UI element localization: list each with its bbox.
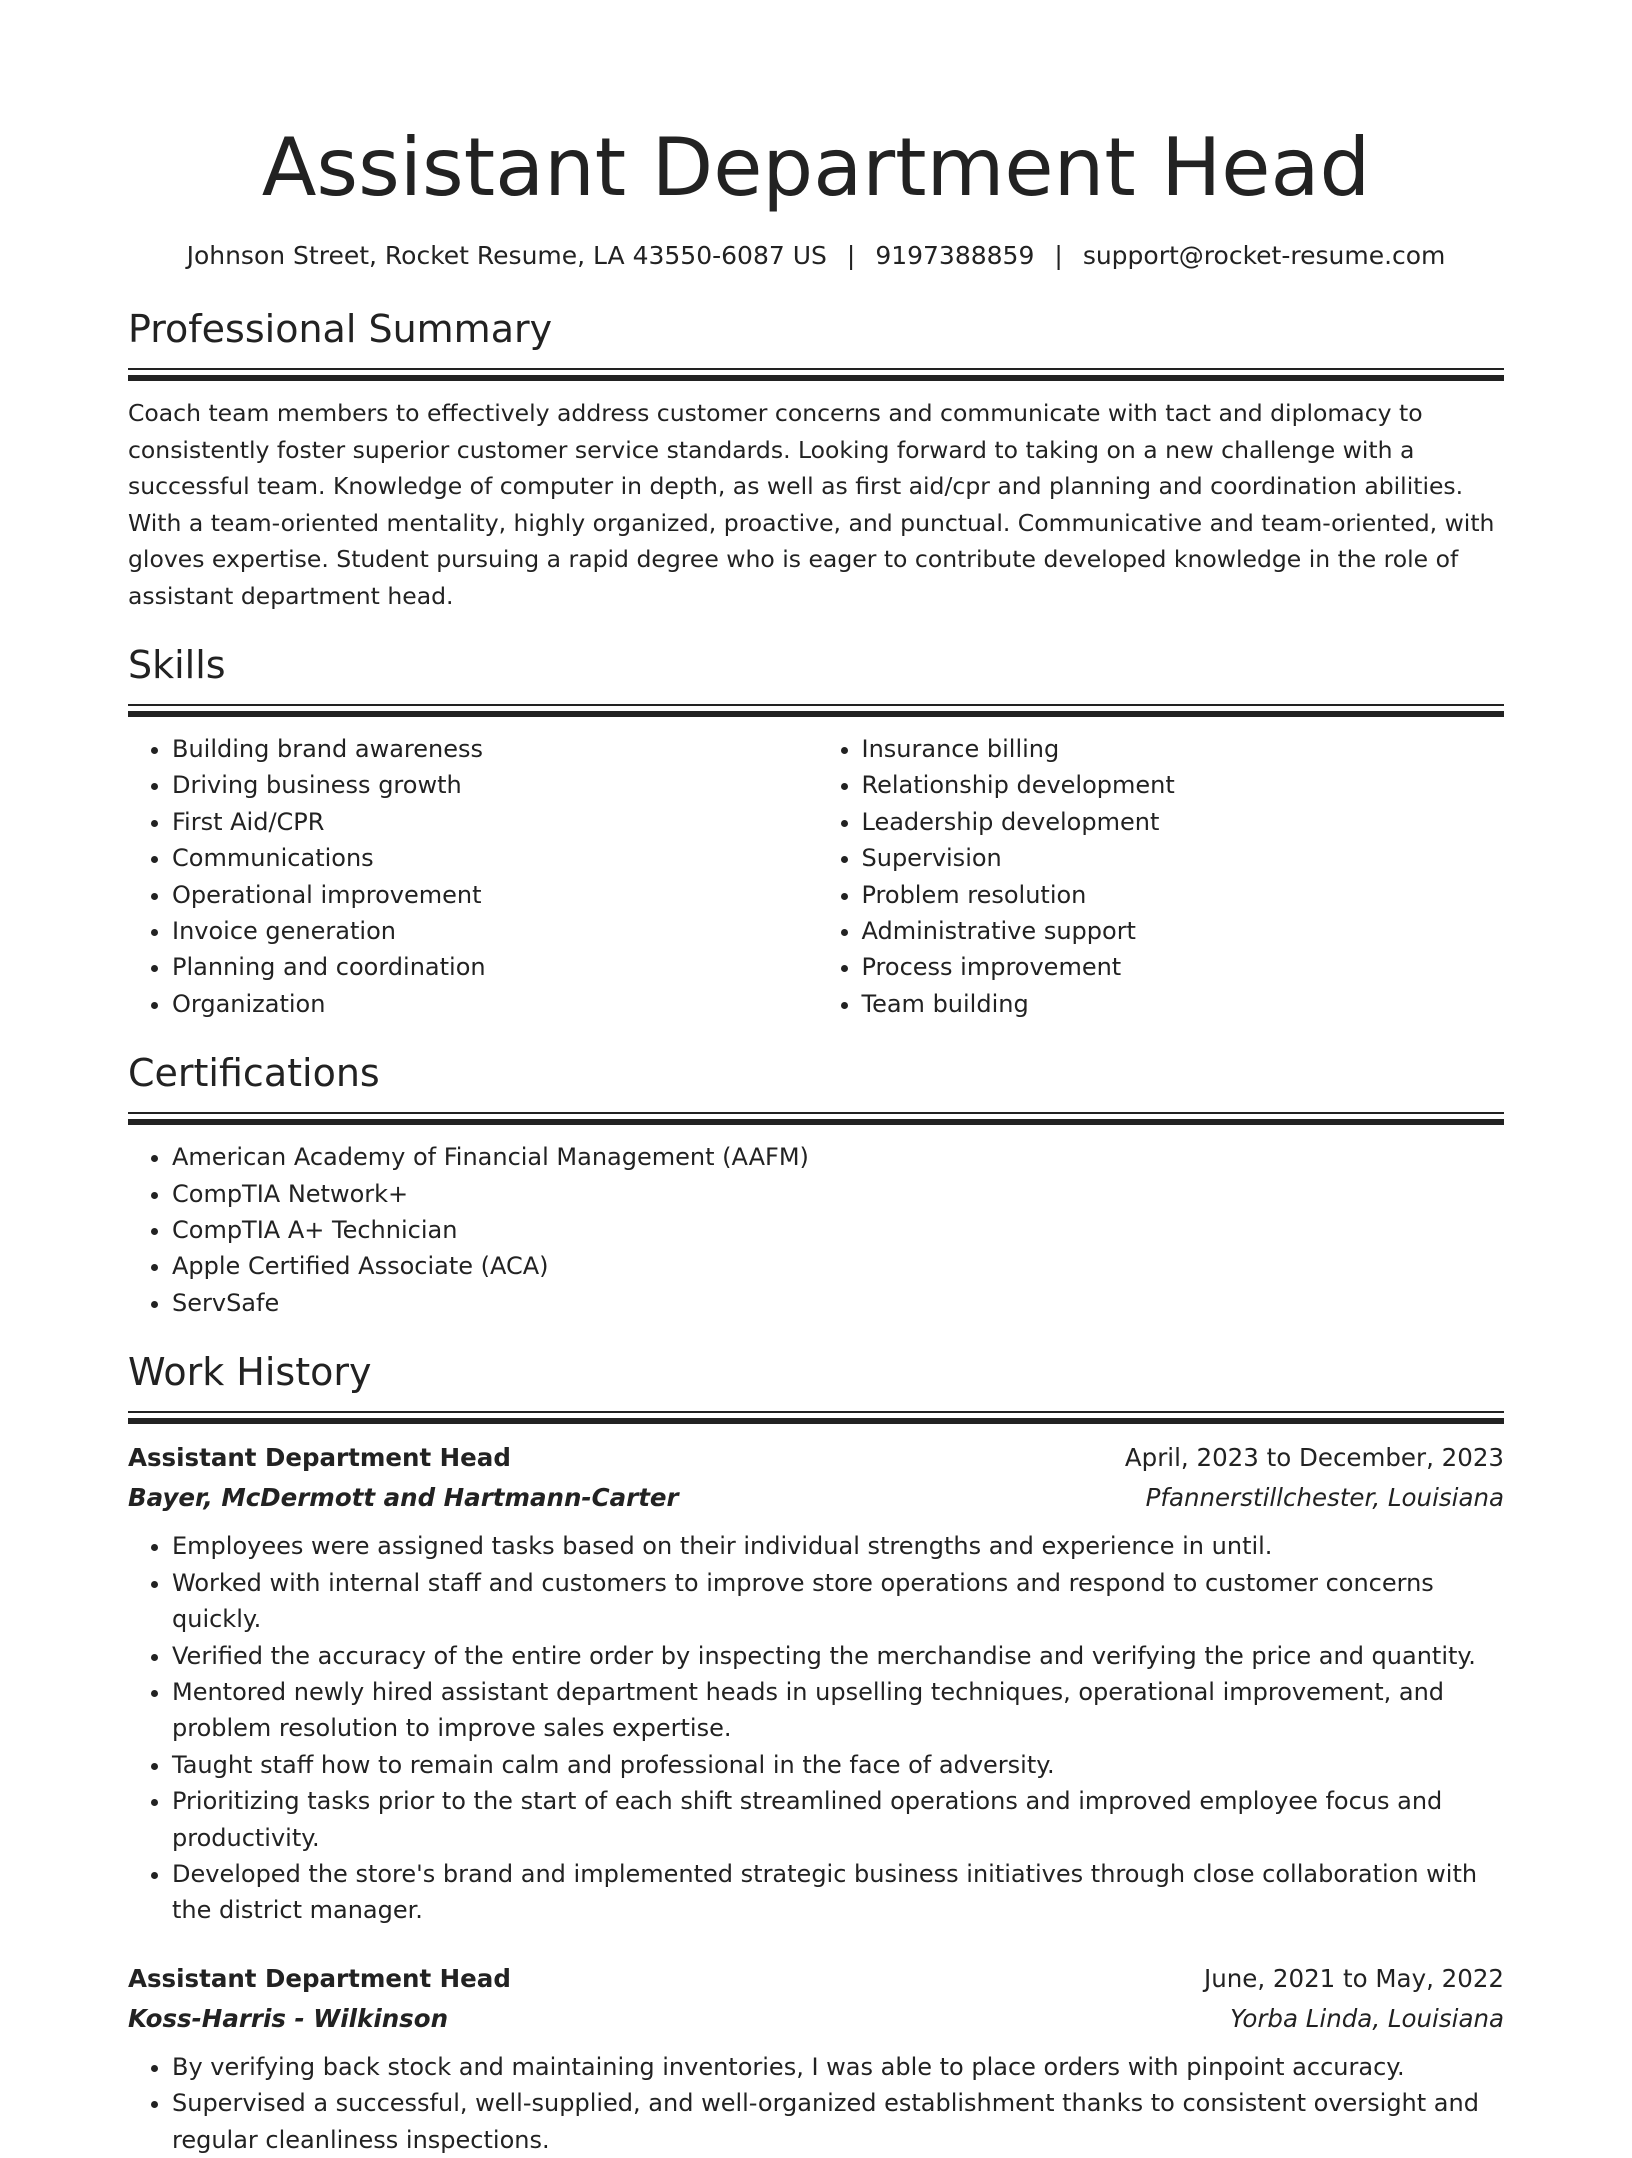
job-subheader <box>128 1999 1504 2039</box>
skill-item: • Building brand awareness <box>172 731 815 767</box>
contact-separator: | <box>1054 241 1063 270</box>
job-subheader <box>128 1478 1504 1518</box>
section-title-certifications: Certifications <box>128 1051 380 1096</box>
skills-list-left <box>128 731 815 1022</box>
section-divider <box>128 368 1504 381</box>
skill-item: • Planning and coordination <box>172 949 815 985</box>
skill-item: • Problem resolution <box>862 877 1505 913</box>
job-company: Bayer, McDermott and Hartmann-Carter <box>128 1483 679 1513</box>
job-company: Koss-Harris - Wilkinson <box>128 2003 449 2033</box>
job-bullet: • Developed the store's brand and implemented strategic business initiatives through close collaboration with the district manager. <box>172 1856 1504 1929</box>
job-bullet: • Supervised a successful, well-supplied, and well-organized establishment thanks to consistent oversight and regular cleanliness inspections. <box>172 2085 1504 2158</box>
job-bullet-list <box>128 1528 1504 1928</box>
skill-item: • First Aid/CPR <box>172 804 815 840</box>
section-divider <box>128 704 1504 717</box>
job-bullet-list <box>128 2049 1504 2158</box>
summary-text: Coach team members to effectively address customer concerns and communicate with tact and diplomacy to consistently foster superior customer service standards. Looking forward to taking on a new challenge with a successful team. Knowledge of computer in depth, as well as first aid/cpr and planning and coordination abilities. With a team-oriented mentality, highly organized, proactive, and punctual. Communicative and team-oriented, with gloves expertise. Student pursuing a rapid degree who is eager to contribute developed knowledge in the role of assistant department head. <box>128 399 1495 610</box>
job-bullet: • Taught staff how to remain calm and professional in the face of adversity. <box>172 1747 1504 1783</box>
skill-item: • Insurance billing <box>862 731 1505 767</box>
skill-item: • Team building <box>862 986 1505 1022</box>
job-header <box>128 1959 1504 1999</box>
skill-item: • Invoice generation <box>172 913 815 949</box>
contact-email: support@rocket-resume.com <box>1082 241 1446 270</box>
contact-phone: 9197388859 <box>875 241 1035 270</box>
job-bullet: • Worked with internal staff and customers to improve store operations and respond to customer concerns quickly. <box>172 1565 1504 1638</box>
job-bullet: • Mentored newly hired assistant department heads in upselling techniques, operational improvement, and problem resolution to improve sales expertise. <box>172 1674 1504 1747</box>
skills-columns <box>128 731 1504 1022</box>
job-dates: April, 2023 to December, 2023 <box>1124 1443 1504 1473</box>
skill-item: • Organization <box>172 986 815 1022</box>
certification-item: • American Academy of Financial Management (AAFM) <box>172 1139 1504 1175</box>
skill-item: • Process improvement <box>862 949 1505 985</box>
contact-separator: | <box>846 241 856 270</box>
certification-item: • Apple Certified Associate (ACA) <box>172 1248 1504 1284</box>
skill-item: • Communications <box>172 840 815 876</box>
summary-section <box>128 304 1504 614</box>
job-bullet: • Prioritizing tasks prior to the start of each shift streamlined operations and improved employee focus and productivity. <box>172 1783 1504 1856</box>
job-title: Assistant Department Head <box>128 1963 511 1993</box>
job-entry <box>128 1438 1504 1928</box>
job-location: Yorba Linda, Louisiana <box>1230 2003 1504 2033</box>
job-dates: June, 2021 to May, 2022 <box>1203 1963 1504 1993</box>
job-header <box>128 1438 1504 1478</box>
certification-item: • ServSafe <box>172 1285 1504 1321</box>
contact-line <box>128 238 1504 274</box>
section-title-work-history: Work History <box>128 1350 372 1395</box>
certifications-list <box>128 1139 1504 1321</box>
section-divider <box>128 1411 1504 1424</box>
skills-section <box>128 640 1504 1022</box>
skills-list-right <box>815 731 1505 1022</box>
skill-item: • Supervision <box>862 840 1505 876</box>
work-history-section <box>128 1347 1504 2158</box>
job-bullet: • Verified the accuracy of the entire order by inspecting the merchandise and verifying the price and quantity. <box>172 1638 1504 1674</box>
section-title-summary: Professional Summary <box>128 307 553 351</box>
job-bullet: • By verifying back stock and maintaining inventories, I was able to place orders with pinpoint accuracy. <box>172 2049 1504 2085</box>
job-title: Assistant Department Head <box>128 1443 511 1473</box>
section-title-skills: Skills <box>128 643 226 687</box>
skill-item: • Administrative support <box>862 913 1505 949</box>
skill-item: • Operational improvement <box>172 877 815 913</box>
certifications-section <box>128 1048 1504 1321</box>
skill-item: • Relationship development <box>862 767 1505 803</box>
job-bullet: • Employees were assigned tasks based on their individual strengths and experience in until. <box>172 1528 1504 1564</box>
job-location: Pfannerstillchester, Louisiana <box>1145 1483 1504 1513</box>
skill-item: • Driving business growth <box>172 767 815 803</box>
certification-item: • CompTIA Network+ <box>172 1176 1504 1212</box>
section-divider <box>128 1112 1504 1125</box>
contact-address: Johnson Street, Rocket Resume, LA 43550-6087 US <box>186 241 827 270</box>
job-entry <box>128 1959 1504 2158</box>
certification-item: • CompTIA A+ Technician <box>172 1212 1504 1248</box>
candidate-name: Assistant Department Head <box>261 121 1371 214</box>
skill-item: • Leadership development <box>862 804 1505 840</box>
